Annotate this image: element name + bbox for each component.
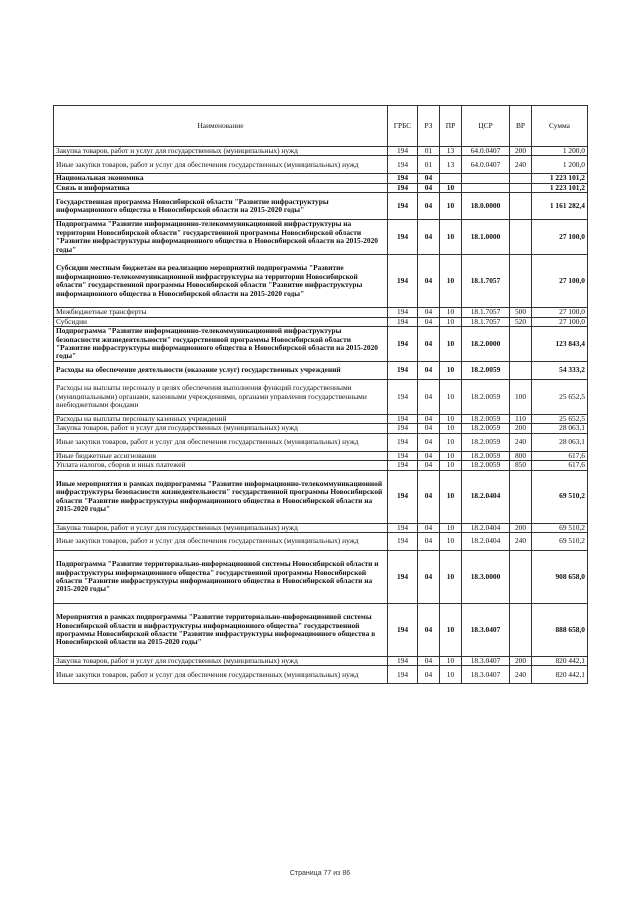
row-sum-cell: 888 658,0 <box>532 604 588 657</box>
row-vr-cell <box>510 327 532 362</box>
row-csr-cell: 18.2.0404 <box>462 523 510 532</box>
row-pr-cell: 10 <box>440 523 462 532</box>
row-pr-cell: 10 <box>440 220 462 255</box>
row-sum-cell: 1 223 101,2 <box>532 183 588 192</box>
row-rz-cell: 04 <box>418 470 440 523</box>
table-row <box>54 147 588 156</box>
row-pr-cell <box>440 174 462 183</box>
row-rz-cell: 04 <box>418 380 440 415</box>
row-pr-cell: 10 <box>440 193 462 220</box>
row-grbs-cell: 194 <box>388 666 418 684</box>
row-pr-cell: 10 <box>440 451 462 460</box>
header-vr: ВР <box>510 106 532 147</box>
row-grbs-cell: 194 <box>388 380 418 415</box>
row-csr-cell <box>462 183 510 192</box>
row-sum-cell: 820 442,1 <box>532 666 588 684</box>
row-csr-cell: 18.1.0000 <box>462 220 510 255</box>
row-sum-cell: 27 100,0 <box>532 317 588 326</box>
row-pr-cell: 10 <box>440 470 462 523</box>
row-pr-cell: 10 <box>440 461 462 470</box>
row-name-cell: Связь и информатика <box>54 183 388 192</box>
row-sum-cell: 617,6 <box>532 461 588 470</box>
row-vr-cell <box>510 183 532 192</box>
header-csr: ЦСР <box>462 106 510 147</box>
row-csr-cell: 18.3.0407 <box>462 666 510 684</box>
row-vr-cell: 110 <box>510 415 532 424</box>
row-csr-cell: 18.2.0059 <box>462 415 510 424</box>
row-csr-cell: 64.0.0407 <box>462 156 510 174</box>
table-body <box>54 147 588 684</box>
row-grbs-cell: 194 <box>388 551 418 604</box>
row-grbs-cell: 194 <box>388 461 418 470</box>
row-grbs-cell: 194 <box>388 255 418 308</box>
row-sum-cell: 54 333,2 <box>532 362 588 380</box>
row-csr-cell: 18.2.0059 <box>462 380 510 415</box>
row-sum-cell: 27 100,0 <box>532 255 588 308</box>
row-grbs-cell: 194 <box>388 317 418 326</box>
row-rz-cell: 04 <box>418 523 440 532</box>
row-pr-cell: 13 <box>440 156 462 174</box>
row-sum-cell: 820 442,1 <box>532 657 588 666</box>
row-name-cell: Закупка товаров, работ и услуг для государственных (муниципальных) нужд <box>54 523 388 532</box>
table-row <box>54 424 588 433</box>
header-grbs: ГРБС <box>388 106 418 147</box>
table-row <box>54 433 588 451</box>
row-vr-cell: 500 <box>510 308 532 317</box>
row-grbs-cell: 194 <box>388 451 418 460</box>
header-name: Наименование <box>54 106 388 147</box>
budget-table <box>53 105 588 684</box>
table-row <box>54 451 588 460</box>
row-vr-cell: 240 <box>510 533 532 551</box>
row-csr-cell: 18.3.0407 <box>462 657 510 666</box>
row-rz-cell: 04 <box>418 666 440 684</box>
row-grbs-cell: 194 <box>388 657 418 666</box>
row-name-cell: Иные закупки товаров, работ и услуг для обеспечения государственных (муниципальных) нужд <box>54 533 388 551</box>
row-rz-cell: 01 <box>418 156 440 174</box>
row-name-cell: Подпрограмма "Развитие информационно-телекоммуникационной инфраструктуры безопасности жизнедеятельности" государственной программы Новосибирской области "Развитие инфраструктуры информационного общества в Новосибирской области на 2015-2020 годы" <box>54 327 388 362</box>
row-name-cell: Иные мероприятия в рамках подпрограммы "Развитие информационно-телекоммуникационной инфраструктуры безопасности жизнедеятельности" государственной программы Новосибирской области "Развитие инфраструктуры информационного общества в Новосибирской области на 2015-2020 годы" <box>54 470 388 523</box>
row-rz-cell: 01 <box>418 147 440 156</box>
row-pr-cell: 10 <box>440 666 462 684</box>
row-pr-cell: 10 <box>440 255 462 308</box>
row-sum-cell: 1 223 101,2 <box>532 174 588 183</box>
table-row <box>54 220 588 255</box>
row-vr-cell: 800 <box>510 451 532 460</box>
row-csr-cell <box>462 174 510 183</box>
row-name-cell: Государственная программа Новосибирской области "Развитие инфраструктуры информационного общества в Новосибирской области на 2015-2020 годы" <box>54 193 388 220</box>
row-grbs-cell: 194 <box>388 433 418 451</box>
row-rz-cell: 04 <box>418 183 440 192</box>
row-pr-cell: 10 <box>440 362 462 380</box>
row-csr-cell: 64.0.0407 <box>462 147 510 156</box>
row-csr-cell: 18.3.0407 <box>462 604 510 657</box>
row-csr-cell: 18.2.0000 <box>462 327 510 362</box>
row-grbs-cell: 194 <box>388 220 418 255</box>
row-name-cell: Уплата налогов, сборов и иных платежей <box>54 461 388 470</box>
row-name-cell: Иные закупки товаров, работ и услуг для обеспечения государственных (муниципальных) нужд <box>54 666 388 684</box>
row-pr-cell: 10 <box>440 424 462 433</box>
row-rz-cell: 04 <box>418 461 440 470</box>
row-csr-cell: 18.0.0000 <box>462 193 510 220</box>
row-name-cell: Расходы на обеспечение деятельности (оказание услуг) государственных учреждений <box>54 362 388 380</box>
row-name-cell: Закупка товаров, работ и услуг для государственных (муниципальных) нужд <box>54 147 388 156</box>
row-sum-cell: 69 510,2 <box>532 533 588 551</box>
row-sum-cell: 27 100,0 <box>532 220 588 255</box>
row-name-cell: Субсидии местным бюджетам на реализацию мероприятий подпрограммы "Развитие информационно-телекоммуникационной инфраструктуры на территории Новосибирской области" государственной программы Новосибирской области "Развитие инфраструктуры информационного общества в Новосибирской области на 2015-2020 годы" <box>54 255 388 308</box>
row-grbs-cell: 194 <box>388 327 418 362</box>
row-rz-cell: 04 <box>418 424 440 433</box>
row-csr-cell: 18.1.7057 <box>462 317 510 326</box>
row-vr-cell: 100 <box>510 380 532 415</box>
row-name-cell: Закупка товаров, работ и услуг для государственных (муниципальных) нужд <box>54 657 388 666</box>
row-vr-cell: 240 <box>510 156 532 174</box>
row-grbs-cell: 194 <box>388 156 418 174</box>
row-name-cell: Мероприятия в рамках подпрограммы "Развитие территориально-информационной системы Новосибирской области и инфраструктуры информационного общества" государственной программы Новосибирской области "Развитие инфраструктуры информационного общества в Новосибирской области на 2015-2020 годы" <box>54 604 388 657</box>
row-grbs-cell: 194 <box>388 147 418 156</box>
row-sum-cell: 27 100,0 <box>532 308 588 317</box>
row-pr-cell: 10 <box>440 551 462 604</box>
row-grbs-cell: 194 <box>388 308 418 317</box>
row-vr-cell: 200 <box>510 523 532 532</box>
row-rz-cell: 04 <box>418 362 440 380</box>
table-row <box>54 657 588 666</box>
row-name-cell: Национальная экономика <box>54 174 388 183</box>
row-grbs-cell: 194 <box>388 193 418 220</box>
table-row <box>54 308 588 317</box>
table-row <box>54 533 588 551</box>
header-rz: РЗ <box>418 106 440 147</box>
row-vr-cell: 520 <box>510 317 532 326</box>
row-vr-cell: 240 <box>510 433 532 451</box>
row-rz-cell: 04 <box>418 327 440 362</box>
row-vr-cell <box>510 220 532 255</box>
row-name-cell: Межбюджетные трансферты <box>54 308 388 317</box>
row-vr-cell: 240 <box>510 666 532 684</box>
row-rz-cell: 04 <box>418 415 440 424</box>
row-grbs-cell: 194 <box>388 533 418 551</box>
row-pr-cell: 10 <box>440 604 462 657</box>
row-sum-cell: 1 161 282,4 <box>532 193 588 220</box>
row-name-cell: Иные закупки товаров, работ и услуг для обеспечения государственных (муниципальных) нужд <box>54 156 388 174</box>
row-vr-cell: 200 <box>510 147 532 156</box>
row-name-cell: Субсидии <box>54 317 388 326</box>
row-vr-cell: 200 <box>510 424 532 433</box>
row-csr-cell: 18.2.0059 <box>462 362 510 380</box>
row-csr-cell: 18.2.0059 <box>462 433 510 451</box>
row-csr-cell: 18.1.7057 <box>462 255 510 308</box>
row-csr-cell: 18.2.0059 <box>462 451 510 460</box>
row-vr-cell <box>510 604 532 657</box>
row-grbs-cell: 194 <box>388 174 418 183</box>
row-vr-cell: 200 <box>510 657 532 666</box>
table-row <box>54 523 588 532</box>
table-row <box>54 193 588 220</box>
row-csr-cell: 18.2.0404 <box>462 470 510 523</box>
row-pr-cell: 10 <box>440 327 462 362</box>
table-header-row <box>54 106 588 147</box>
table-row <box>54 470 588 523</box>
row-grbs-cell: 194 <box>388 604 418 657</box>
table-row <box>54 327 588 362</box>
row-vr-cell <box>510 174 532 183</box>
row-name-cell: Закупка товаров, работ и услуг для государственных (муниципальных) нужд <box>54 424 388 433</box>
row-rz-cell: 04 <box>418 255 440 308</box>
row-grbs-cell: 194 <box>388 362 418 380</box>
row-rz-cell: 04 <box>418 533 440 551</box>
header-sum: Сумма <box>532 106 588 147</box>
row-sum-cell: 908 658,0 <box>532 551 588 604</box>
row-grbs-cell: 194 <box>388 470 418 523</box>
row-pr-cell: 10 <box>440 183 462 192</box>
table-row <box>54 604 588 657</box>
table-row <box>54 666 588 684</box>
page-number: Страница 77 из 86 <box>289 870 351 877</box>
row-rz-cell: 04 <box>418 308 440 317</box>
row-pr-cell: 10 <box>440 380 462 415</box>
row-vr-cell <box>510 362 532 380</box>
row-sum-cell: 69 510,2 <box>532 523 588 532</box>
row-vr-cell: 850 <box>510 461 532 470</box>
row-name-cell: Подпрограмма "Развитие информационно-телекоммуникационной инфраструктуры на территории Новосибирской области" государственной программы Новосибирской области "Развитие инфраструктуры информационного общества в Новосибирской области на 2015-2020 годы" <box>54 220 388 255</box>
row-rz-cell: 04 <box>418 551 440 604</box>
row-rz-cell: 04 <box>418 604 440 657</box>
row-pr-cell: 10 <box>440 308 462 317</box>
table-row <box>54 183 588 192</box>
row-rz-cell: 04 <box>418 220 440 255</box>
row-sum-cell: 28 063,1 <box>532 424 588 433</box>
row-rz-cell: 04 <box>418 317 440 326</box>
row-rz-cell: 04 <box>418 174 440 183</box>
row-pr-cell: 10 <box>440 317 462 326</box>
row-grbs-cell: 194 <box>388 424 418 433</box>
row-sum-cell: 25 652,5 <box>532 380 588 415</box>
row-sum-cell: 28 063,1 <box>532 433 588 451</box>
table-row <box>54 551 588 604</box>
row-pr-cell: 10 <box>440 533 462 551</box>
table-row <box>54 156 588 174</box>
row-rz-cell: 04 <box>418 193 440 220</box>
row-vr-cell <box>510 551 532 604</box>
row-sum-cell: 69 510,2 <box>532 470 588 523</box>
row-pr-cell: 10 <box>440 657 462 666</box>
row-rz-cell: 04 <box>418 433 440 451</box>
row-rz-cell: 04 <box>418 657 440 666</box>
row-name-cell: Расходы на выплаты персоналу в целях обеспечения выполнения функций государственными (муниципальными) органами, казенными учреждениями, органами управления государственными внебюджетными фондами <box>54 380 388 415</box>
table-row <box>54 461 588 470</box>
row-vr-cell <box>510 470 532 523</box>
table-row <box>54 174 588 183</box>
row-grbs-cell: 194 <box>388 415 418 424</box>
row-vr-cell <box>510 255 532 308</box>
table-row <box>54 415 588 424</box>
row-name-cell: Иные закупки товаров, работ и услуг для обеспечения государственных (муниципальных) нужд <box>54 433 388 451</box>
header-pr: ПР <box>440 106 462 147</box>
row-name-cell: Иные бюджетные ассигнования <box>54 451 388 460</box>
table-row <box>54 380 588 415</box>
row-rz-cell: 04 <box>418 451 440 460</box>
table-row <box>54 362 588 380</box>
row-pr-cell: 10 <box>440 433 462 451</box>
row-name-cell: Расходы на выплаты персоналу казенных учреждений <box>54 415 388 424</box>
row-pr-cell: 10 <box>440 415 462 424</box>
row-csr-cell: 18.2.0059 <box>462 461 510 470</box>
row-name-cell: Подпрограмма "Развитие территориально-информационной системы Новосибирской области и инфраструктуры информационного общества" государственной программы Новосибирской области "Развитие инфраструктуры информационного общества в Новосибирской области на 2015-2020 годы" <box>54 551 388 604</box>
row-csr-cell: 18.2.0404 <box>462 533 510 551</box>
table-row <box>54 317 588 326</box>
row-vr-cell <box>510 193 532 220</box>
table-row <box>54 255 588 308</box>
row-sum-cell: 123 843,4 <box>532 327 588 362</box>
row-sum-cell: 617,6 <box>532 451 588 460</box>
row-sum-cell: 1 200,0 <box>532 147 588 156</box>
row-sum-cell: 25 652,5 <box>532 415 588 424</box>
row-sum-cell: 1 200,0 <box>532 156 588 174</box>
row-grbs-cell: 194 <box>388 523 418 532</box>
row-grbs-cell: 194 <box>388 183 418 192</box>
row-pr-cell: 13 <box>440 147 462 156</box>
row-csr-cell: 18.3.0000 <box>462 551 510 604</box>
row-csr-cell: 18.2.0059 <box>462 424 510 433</box>
row-csr-cell: 18.1.7057 <box>462 308 510 317</box>
